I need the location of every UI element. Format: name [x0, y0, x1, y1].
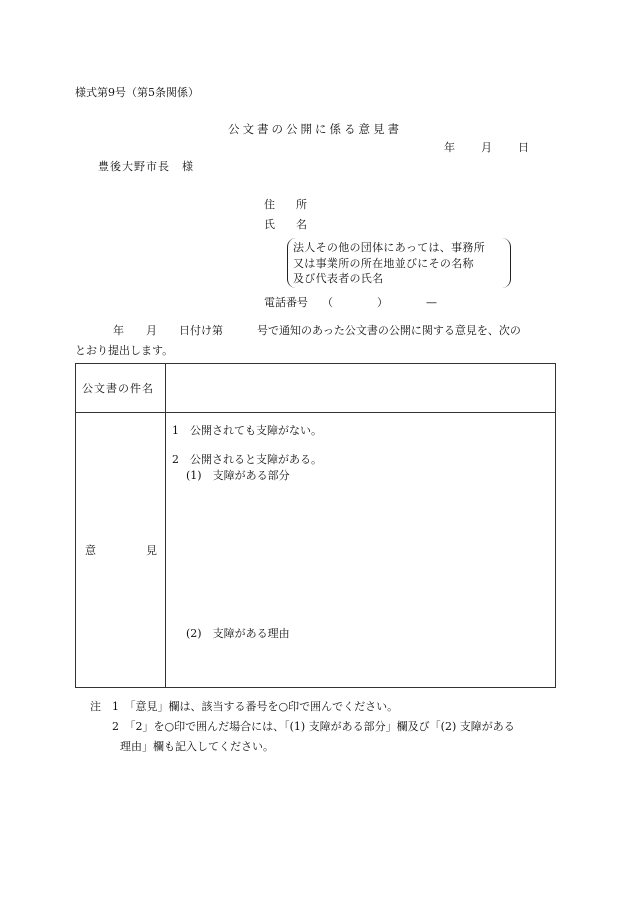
- organization-note: 法人その他の団体にあっては、事務所 又は事業所の所在地並びにその名称 及び代表者の氏名: [293, 241, 485, 285]
- note-1: 注 1 「意見」欄は、該当する番号を○印で囲んでください。: [90, 700, 399, 713]
- form-number: 様式第9号（第5条関係）: [75, 86, 199, 99]
- hindrance-part-label: (1) 支障がある部分: [186, 469, 290, 482]
- address-label: 住 所: [264, 198, 307, 211]
- phone-line: 電話番号 （ ） —: [264, 296, 437, 309]
- date-line: [444, 141, 529, 154]
- option-no-hindrance[interactable]: 1 公開されても支障がない。: [172, 424, 322, 437]
- note-2: 2 「2」を○印で囲んだ場合には、「(1) 支障がある部分」欄及び「(2) 支障がある: [112, 720, 515, 733]
- notes: [90, 697, 515, 757]
- phone-label: 電話番号: [264, 296, 308, 309]
- opinion-field[interactable]: [166, 413, 556, 688]
- addressee: 豊後大野市長 様: [98, 160, 194, 173]
- document-subject-label: 公文書の件名: [82, 382, 154, 395]
- name-label: 氏 名: [264, 218, 307, 231]
- date-day: 日: [518, 141, 529, 154]
- opinion-label: 意 見: [85, 544, 157, 557]
- date-year: 年: [444, 141, 455, 154]
- hindrance-reason-label: (2) 支障がある理由: [186, 627, 290, 640]
- intro-text: 年 月 日付け第 号で通知のあった公文書の公開に関する意見を、次の とおり提出します。: [75, 324, 521, 357]
- opinion-table: [75, 363, 556, 688]
- document-title: 公文書の公開に係る意見書: [228, 122, 402, 136]
- option-hindrance[interactable]: 2 公開されると支障がある。: [172, 453, 322, 466]
- document-subject-field[interactable]: [166, 364, 556, 413]
- note-2-continued: 理由」欄も記入してください。: [120, 740, 274, 753]
- date-month: 月: [481, 141, 492, 154]
